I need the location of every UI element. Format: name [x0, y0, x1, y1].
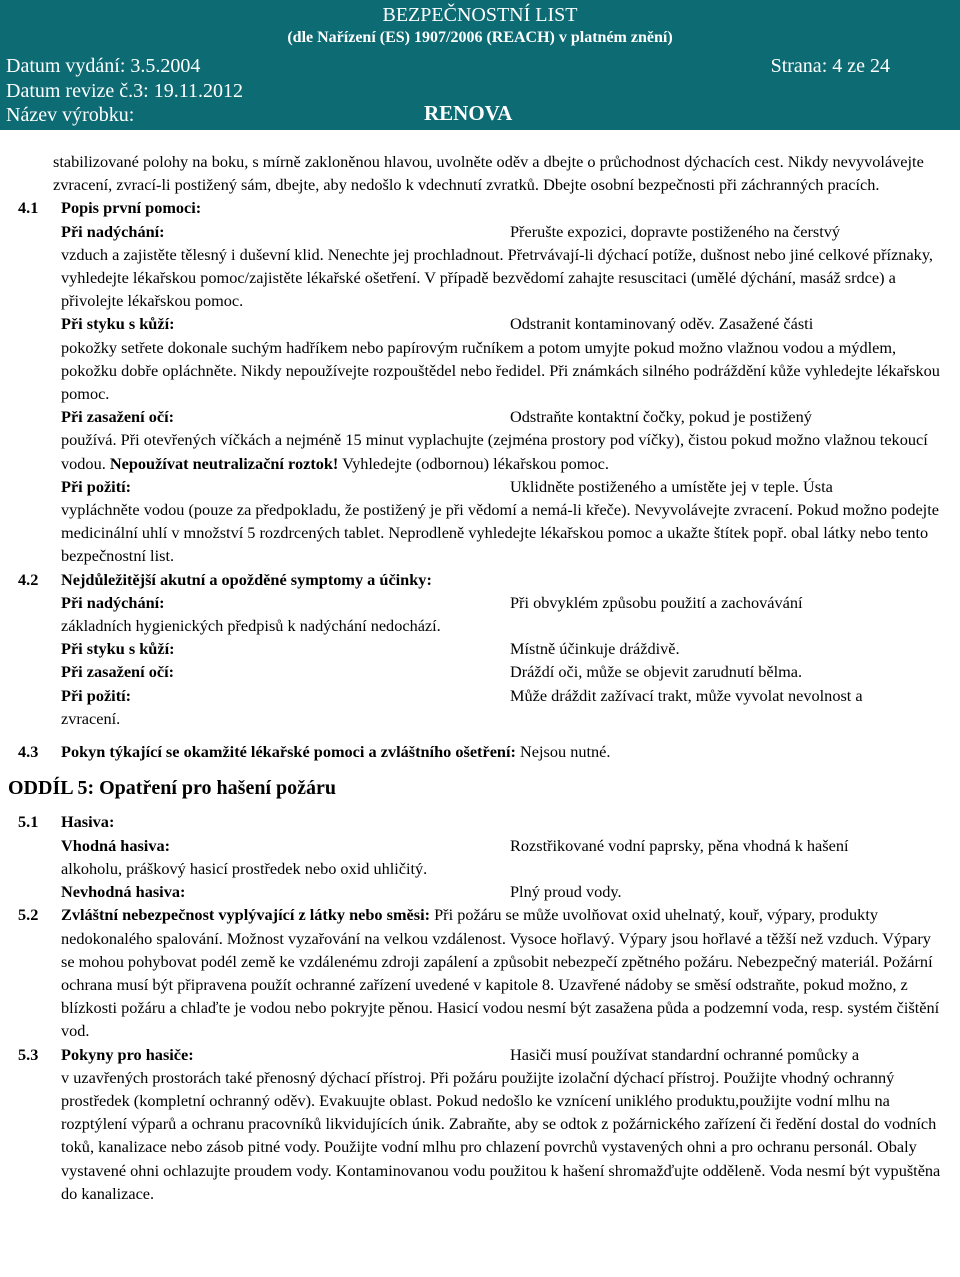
continuation: v uzavřených prostorách také přenosný dýchací přístroj. Při požáru použijte izolační dýchací přístroj. Použijte vhodný ochranný prostředek (kompletní ochranný oděv). Evakuujte oblast. Pokud nedošlo ke vznícení uniklého produktu,použijte vodní mlhu na rozptýlení výparů a ochranu pracovníků likvidujících únik. Zabraňte, aby se odtok z požárnického zařízení či ředění dostal do vodních toků, kanalizace nebo zásob pitné vody. Použijte vodní mlhu pro chlazení povrchů vystavených ohni a pro ochranu personál. Obaly vystavené ohni ochlazujte proudem vody. Kontaminovanou vodu použitou k hašení shromažďujte odděleně. Voda nesmí být vypuštěna do kanalizace. [61, 1067, 941, 1203]
value: Hasiči musí používat standardní ochranné pomůcky a [510, 1044, 860, 1064]
label: Při nadýchání: [61, 221, 165, 241]
continuation: zvracení. [61, 708, 121, 728]
symptoms-inhalation [61, 591, 942, 637]
value: Odstraňte kontaktní čočky, pokud je postižený [510, 407, 812, 427]
suitable-extinguishers [61, 834, 942, 880]
section-number: 5.3 [18, 1044, 39, 1064]
continuation: alkoholu, práškový hasicí prostředek nebo oxid uhličitý. [61, 858, 428, 878]
section-number: 4.1 [18, 198, 39, 218]
section-5-1 [18, 810, 942, 833]
section-heading: Popis první pomoci: [61, 198, 202, 218]
warning-text: Nepoužívat neutralizační roztok! [109, 453, 339, 473]
continuation: pokožky setřete dokonale suchým hadříkem nebo papírovým ručníkem a potom umyjte pokud možno vlažnou vodou a mýdlem, pokožku dobře opláchněte. Nikdy nepoužívejte rozpouštědel nebo ředidel. Při známkách silného podráždění kůže vyhledejte lékařskou pomoc. [61, 337, 940, 404]
section-4-3 [18, 740, 942, 763]
product-label: Název výrobku: [6, 104, 135, 126]
value: Může dráždit zažívací trakt, může vyvolat nevolnost a [510, 685, 863, 705]
section-4-1 [18, 196, 942, 219]
section-5-2 [18, 903, 942, 1042]
value: Plný proud vody. [510, 882, 622, 902]
page-number: Strana: 4 ze 24 [770, 55, 890, 77]
continuation [61, 428, 942, 474]
first-aid-ingestion [61, 475, 942, 568]
section-number: 5.2 [18, 905, 39, 925]
section-heading [61, 903, 942, 1042]
value: Rozstřikované vodní paprsky, pěna vhodná k hašení [510, 835, 849, 855]
heading-text: Pokyny pro hasiče: [61, 1044, 194, 1064]
value: Při obvyklém způsobu použití a zachovávání [510, 592, 803, 612]
section-5-3 [18, 1043, 942, 1205]
document-header [0, 0, 960, 130]
section-4-2 [18, 568, 942, 591]
product-name: RENOVA [424, 101, 513, 125]
value: Uklidněte postiženého a umístěte jej v teple. Ústa [510, 476, 833, 496]
continuation: vypláchněte vodou (pouze za předpokladu, že postižený je při vědomí a nemá-li křeče). Nevyvolávejte zvracení. Pokud možno podejte medicinální uhlí v množství 5 rozdrcených tablet. Neprodleně vyhledejte lékařskou pomoc a ukažte štítek popř. obal látky nebo tento bezpečnostní list. [61, 500, 939, 566]
section-number: 4.3 [18, 742, 39, 762]
first-aid-skin [61, 312, 942, 405]
symptoms-eyes [61, 660, 942, 683]
heading-text: Zvláštní nebezpečnost vyplývající z látky nebo směsi: [61, 905, 431, 925]
section-5-title: ODDÍL 5: Opatření pro hašení požáru [8, 777, 336, 800]
text: Vyhledejte (odbornou) lékařskou pomoc. [338, 453, 609, 473]
label: Při požití: [61, 685, 132, 705]
document-subtitle: (dle Nařízení (ES) 1907/2006 (REACH) v platném znění) [287, 29, 673, 46]
value: Odstranit kontaminovaný oděv. Zasažené části [510, 314, 814, 334]
label: Při zasažení očí: [61, 662, 175, 682]
section-number: 5.1 [18, 812, 39, 832]
label: Při požití: [61, 476, 132, 496]
label: Při zasažení očí: [61, 407, 175, 427]
label: Při styku s kůží: [61, 639, 175, 659]
symptoms-skin [61, 637, 942, 660]
value: Místně účinkuje dráždivě. [510, 639, 680, 659]
section-heading [61, 740, 942, 763]
first-aid-eyes [61, 405, 942, 475]
section-text: Při požáru se může uvolňovat oxid uhelnatý, kouř, výpary, produkty nedokonalého spalování. Možnost vyzařování na velkou vzdálenost. Vysoce hořlavý. Výpary jsou hořlavé a těžší než vzduch. Výpary se mohou pohybovat podél země ke vzdálenému zdroji zapálení a způsobit nebezpečí zpětného požáru. Nebezpečný materiál. Požární ochrana musí být připravena použít ochranné zařízení uvedené v kapitole 8. Uzavřené nádoby se směsí odstraňte, pokud možno, z blízkosti požáru a chlaďte je vodou nebo pokryjte pěnou. Hasicí vodou nesmí být zasažena půda a podzemní voda, resp. systém čištění vod. [61, 905, 940, 1041]
label: Při nadýchání: [61, 592, 165, 612]
section-heading: Hasiva: [61, 812, 115, 832]
document-title: BEZPEČNOSTNÍ LIST [382, 4, 578, 26]
issue-date: Datum vydání: 3.5.2004 [6, 55, 201, 77]
section-number: 4.2 [18, 569, 39, 589]
label: Při styku s kůží: [61, 314, 175, 334]
continuation: vzduch a zajistěte tělesný i duševní klid. Nenechte jej prochladnout. Přetrvávají-li dýchací potíže, dušnost nebo jiné celkové příznaky, vyhledejte lékařskou pomoc/zajistěte lékařské ošetření. V případě bezvědomí zahajte resuscitaci (umělé dýchání, masáž srdce) a přivolejte lékařskou pomoc. [61, 244, 933, 311]
label: Nevhodná hasiva: [61, 882, 186, 902]
value: Přerušte expozici, dopravte postiženého na čerstvý [510, 221, 841, 241]
revision-date: Datum revize č.3: 19.11.2012 [6, 80, 243, 102]
first-aid-inhalation [61, 220, 942, 313]
section-heading [61, 1043, 942, 1205]
unsuitable-extinguishers [61, 880, 942, 903]
continuation: základních hygienických předpisů k nadýchání nedochází. [61, 616, 441, 636]
symptoms-ingestion [61, 684, 942, 730]
value: Dráždí oči, může se objevit zarudnutí bělma. [510, 662, 803, 682]
text: používá. Při otevřených víčkách a nejméně 15 minut vyplachujte (zejména prostory pod víčky), čistou pokud možno vlažnou tekoucí vodou. [61, 430, 928, 473]
heading-text: Pokyn týkající se okamžité lékařské pomoci a zvláštního ošetření: [61, 742, 516, 762]
document-body [0, 150, 960, 1205]
label: Vhodná hasiva: [61, 835, 171, 855]
section-heading: Nejdůležitější akutní a opožděné symptomy a účinky: [61, 569, 432, 589]
heading-value: Nejsou nutné. [515, 742, 611, 762]
intro-paragraph: stabilizované polohy na boku, s mírně zakloněnou hlavou, uvolněte oděv a dbejte o průchodnost dýchacích cest. Nikdy nevyvolávejte zvracení, zvrací-li postižený sám, dbejte, aby nedošlo k vdechnutí zvratků. Dbejte osobní bezpečnosti při záchranných pracích. [53, 152, 924, 195]
